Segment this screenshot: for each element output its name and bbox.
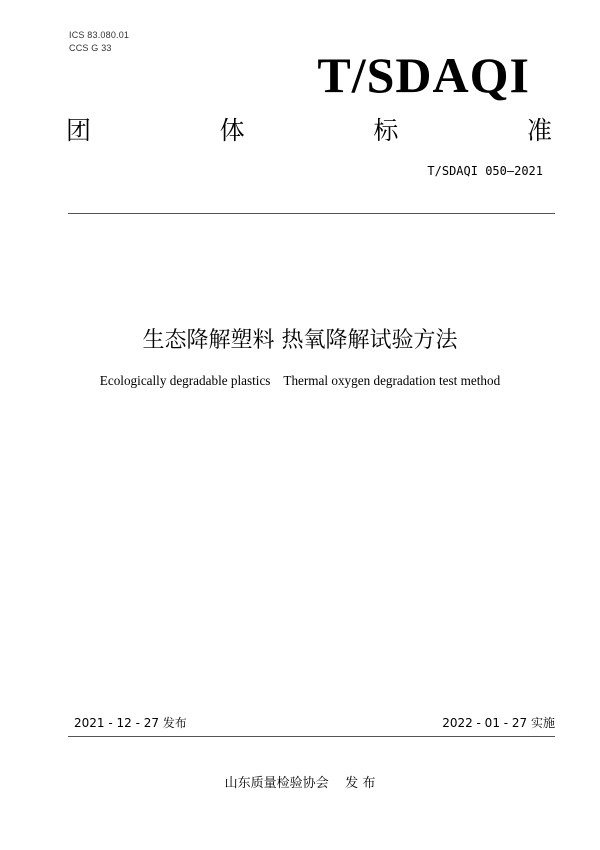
title-chinese: 生态降解塑料 热氧降解试验方法 [142,328,458,353]
ccs-code: CCS G 33 [69,43,112,53]
standard-type-char: 准 [526,116,552,145]
top-divider [68,213,555,214]
ics-code: ICS 83.080.01 [69,30,130,40]
implementation-date: 2022 - 01 - 27 实施 [442,716,555,730]
publish-date: 2021 - 12 - 27 发布 [74,716,187,730]
standard-type-char: 标 [373,116,399,145]
publisher: 山东质量检验协会 发 布 [224,776,376,791]
standard-number: T/SDAQI 050—2021 [427,164,543,178]
standard-type-char: 体 [219,116,245,145]
standard-brand: T/SDAQI [317,47,530,103]
title-english: Ecologically degradable plastics Thermal oxygen degradation test method [99,373,501,388]
bottom-divider [68,736,555,737]
standard-type-char: 团 [66,116,92,145]
standard-type-heading [66,114,552,148]
